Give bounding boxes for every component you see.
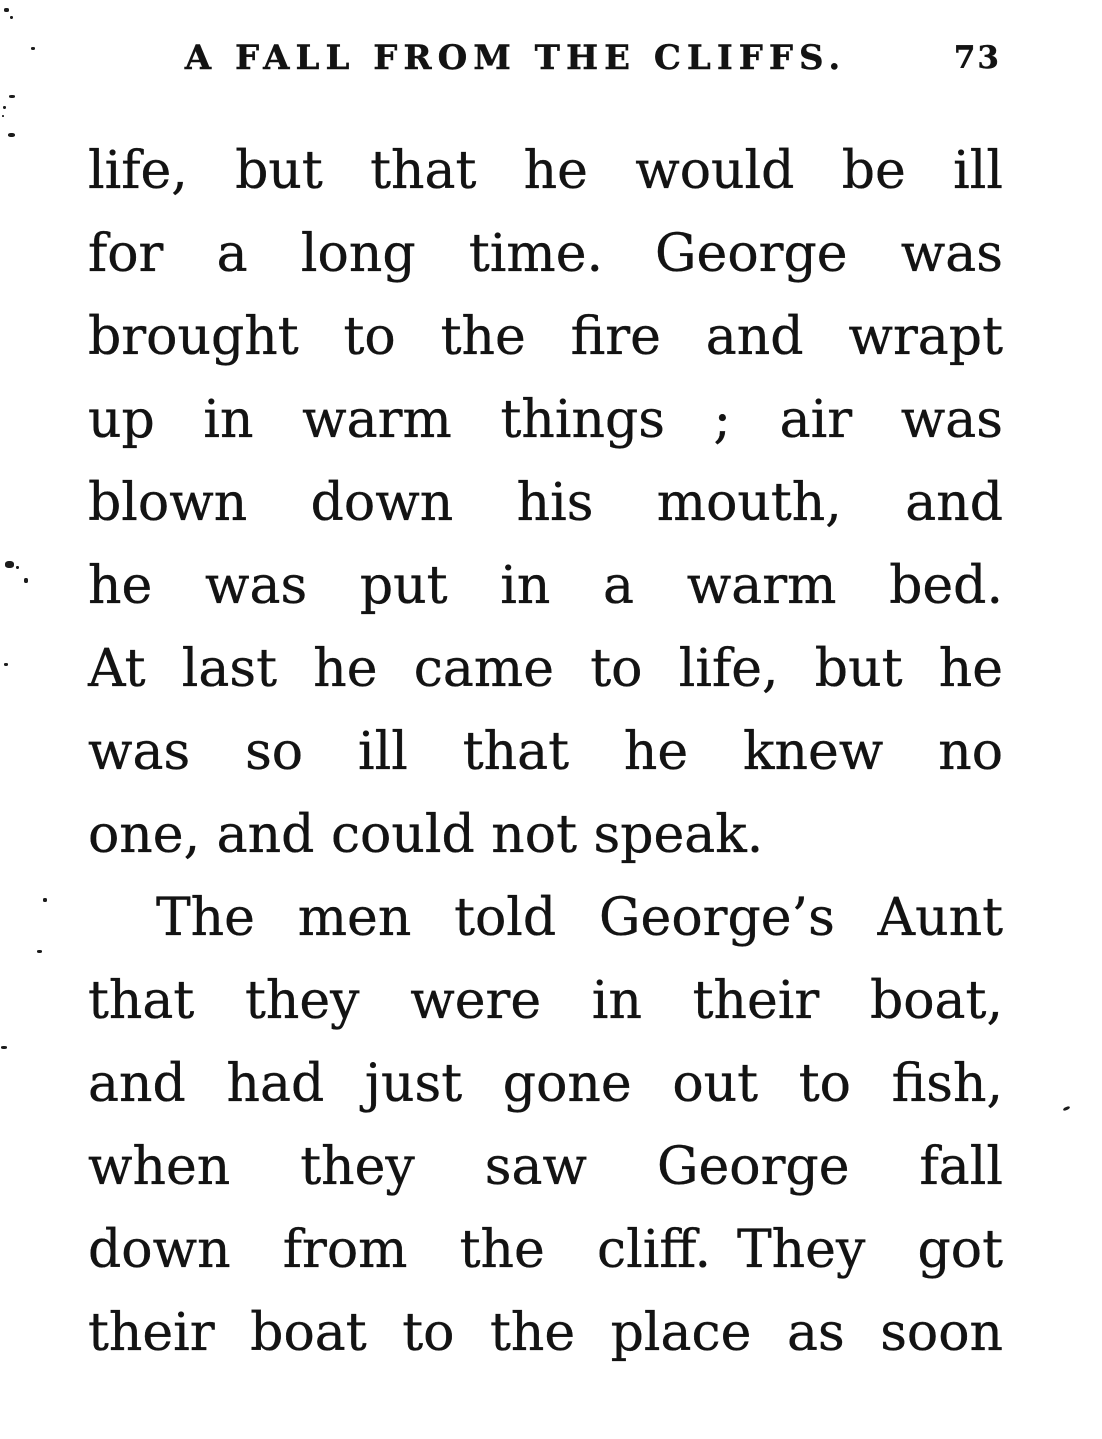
scan-speck: [5, 561, 14, 568]
text-line paragraph-start: The men told George’s Aunt: [156, 888, 1003, 948]
running-head-title: A FALL FROM THE CLIFFS.: [184, 38, 847, 78]
text-line: At last he came to life, but he: [88, 639, 1003, 699]
scan-speck: [16, 566, 19, 569]
text-line: blown down his mouth, and: [88, 473, 1003, 533]
scan-speck: [10, 16, 13, 19]
scan-speck: [1063, 1106, 1071, 1112]
text-line: and had just gone out to fish,: [88, 1054, 1003, 1114]
scan-speck: [31, 47, 35, 50]
page-number: 73: [953, 40, 1001, 76]
text-line: was so ill that he knew no: [88, 722, 1003, 782]
text-line: that they were in their boat,: [88, 971, 1003, 1031]
scan-speck: [1, 1046, 7, 1049]
scan-speck: [24, 578, 28, 583]
text-line: their boat to the place as soon: [88, 1303, 1003, 1363]
scan-speck: [43, 898, 47, 902]
text-line: life, but that he would be ill: [88, 141, 1003, 201]
scan-speck: [9, 95, 15, 98]
scan-speck: [2, 115, 4, 117]
text-block: [88, 130, 1003, 1375]
text-line: when they saw George fall: [88, 1137, 1003, 1197]
text-line: down from the cliff. They got: [88, 1220, 1003, 1280]
scan-speck: [4, 8, 9, 12]
text-line: for a long time. George was: [88, 224, 1003, 284]
scan-speck: [37, 950, 42, 953]
scan-speck: [4, 663, 8, 666]
text-line: brought to the fire and wrapt: [88, 307, 1003, 367]
page-header: [88, 38, 1003, 84]
text-line paragraph-end: one, and could not speak.: [88, 805, 764, 865]
scan-speck: [3, 106, 6, 109]
text-line: he was put in a warm bed.: [88, 556, 1003, 616]
scan-speck: [8, 133, 15, 137]
text-line: up in warm things ; air was: [88, 390, 1003, 450]
